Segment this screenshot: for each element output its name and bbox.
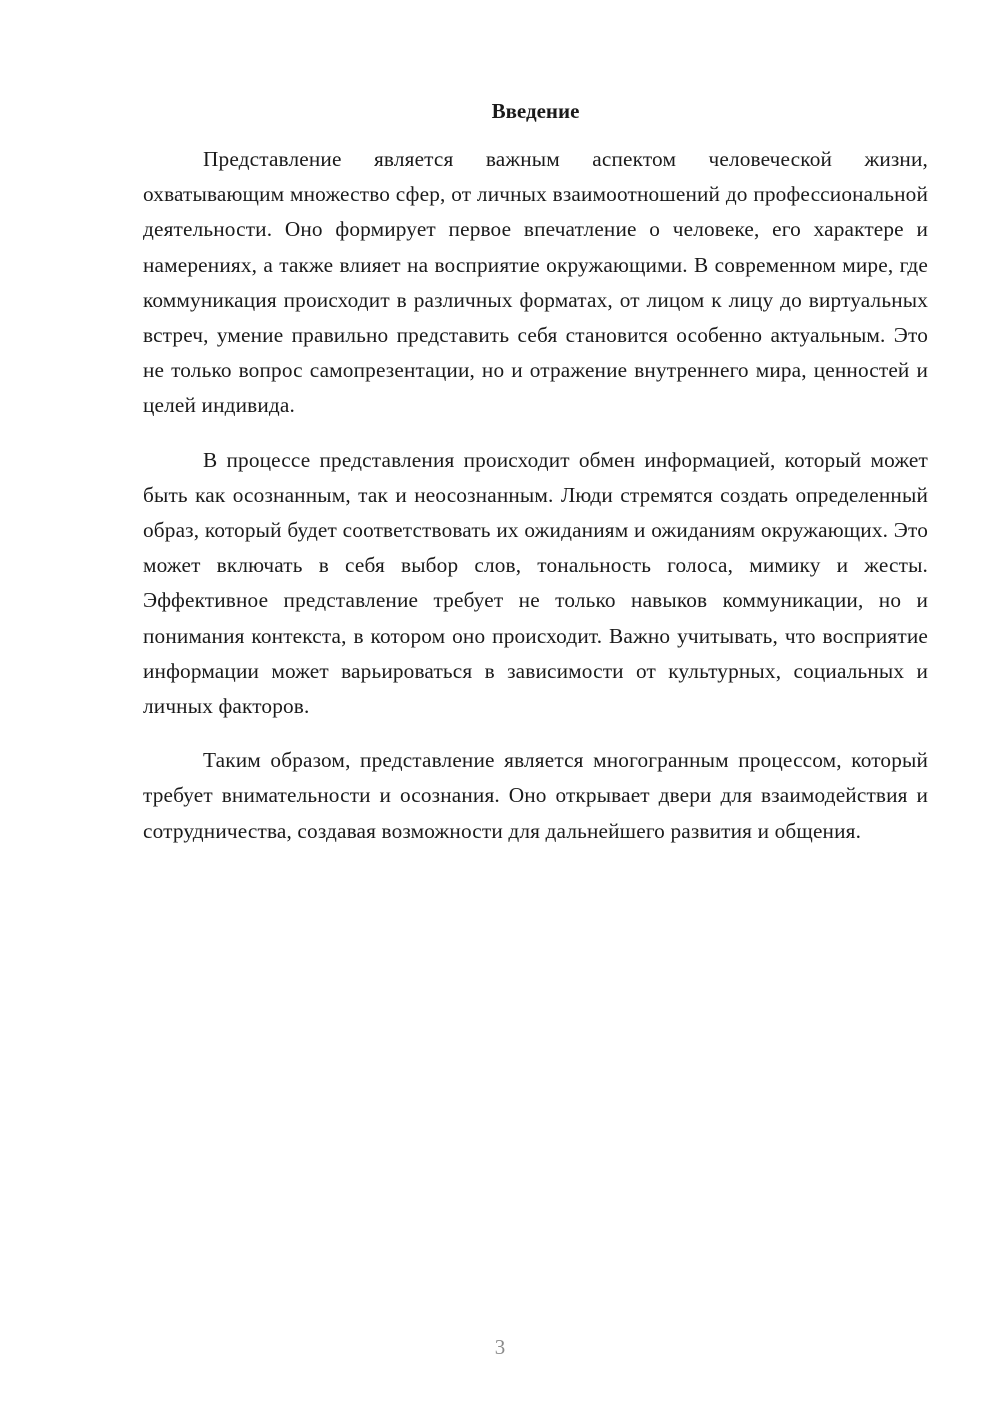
section-title: Введение xyxy=(491,99,580,123)
paragraph-3: Таким образом, представление является многогранным процессом, который требует внимательности и осознания. Оно открывает двери для взаимодействия и сотрудничества, создавая возможности для дальнейшего развития и общения. xyxy=(143,748,928,843)
body-text xyxy=(143,142,928,868)
paragraph-1: Представление является важным аспектом человеческой жизни, охватывающим множество сфер, от личных взаимоотношений до профессиональной деятельности. Оно формирует первое впечатление о человеке, его характере и намерениях, а также влияет на восприятие окружающими. В современном мире, где коммуникация происходит в различных форматах, от лицом к лицу до виртуальных встреч, умение правильно представить себя становится особенно актуальным. Это не только вопрос самопрезентации, но и отражение внутреннего мира, ценностей и целей индивида. xyxy=(143,147,928,418)
paragraph-2: В процессе представления происходит обмен информацией, который может быть как осознанным, так и неосознанным. Люди стремятся создать определенный образ, который будет соответствовать их ожиданиям и ожиданиям окружающих. Это может включать в себя выбор слов, тональность голоса, мимику и жесты. Эффективное представление требует не только навыков коммуникации, но и понимания контекста, в котором оно происходит. Важно учитывать, что восприятие информации может варьироваться в зависимости от культурных, социальных и личных факторов. xyxy=(143,447,928,719)
page-number: 3 xyxy=(494,1335,506,1359)
